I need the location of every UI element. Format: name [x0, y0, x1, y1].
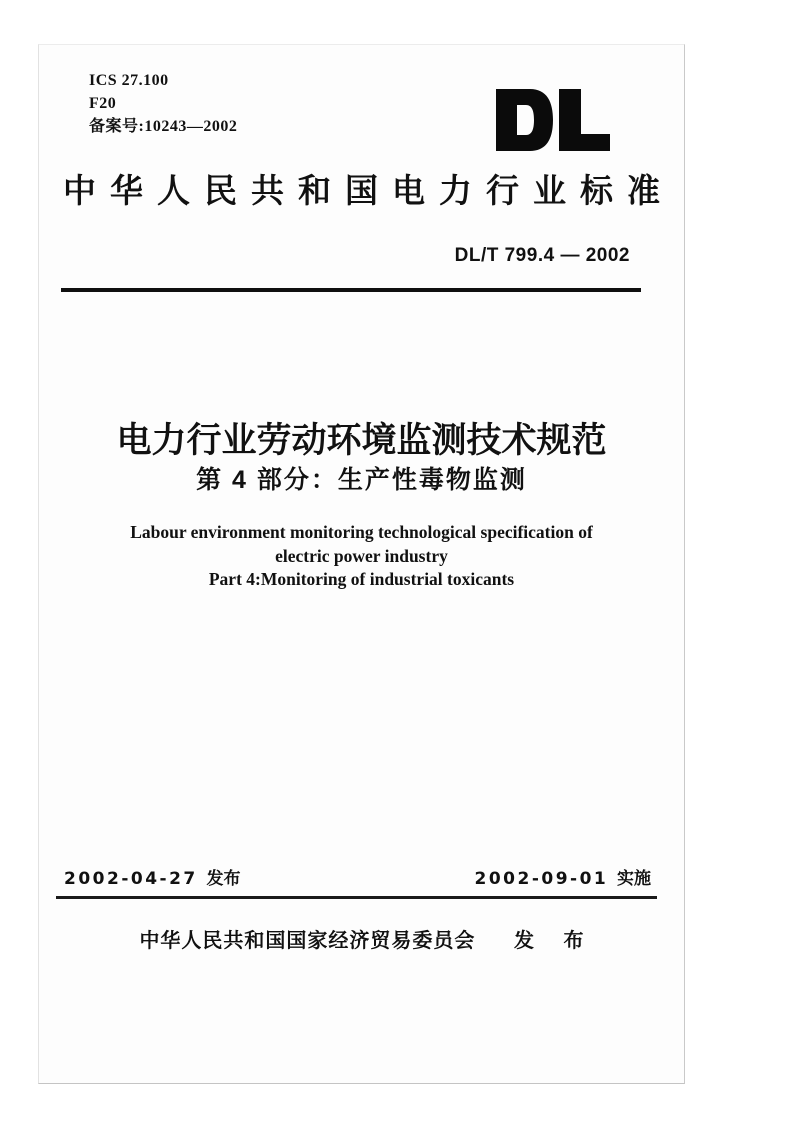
- document-subtitle-cn: 第 4 部分：生产性毒物监测: [196, 466, 527, 494]
- meta-block: [89, 69, 237, 138]
- implement-label: 实施: [617, 869, 651, 888]
- document-title-cn: 电力行业劳动环境监测技术规范: [116, 421, 607, 460]
- dl-logo-text: [496, 151, 497, 152]
- standard-type-title-text: 中华人民共和国电力行业标准: [63, 172, 674, 209]
- publisher-name: 中华人民共和国国家经济贸易委员会: [139, 930, 476, 952]
- standard-number: DL/T 799.4 — 2002: [454, 245, 630, 266]
- record-number: 备案号:10243—2002: [89, 118, 238, 135]
- publish-label: 发 布: [514, 930, 596, 952]
- publisher-row: [39, 927, 684, 955]
- footer-rule: [56, 896, 657, 899]
- issue-date-group: [64, 865, 240, 893]
- title-en-line-3: Part 4:Monitoring of industrial toxicants: [208, 569, 515, 589]
- ics-code: ICS 27.100: [89, 72, 169, 89]
- date-row: [39, 865, 684, 893]
- implement-date: 2002-09-01: [474, 869, 609, 889]
- issue-label: 发布: [206, 869, 241, 888]
- dl-logo: [496, 89, 610, 151]
- document-title-en: [39, 521, 684, 592]
- header-rule: [61, 288, 641, 292]
- category-code: F20: [89, 95, 117, 112]
- dl-logo-glyphs: [496, 89, 610, 151]
- title-en-line-1: Labour environment monitoring technological specification of: [130, 522, 593, 542]
- standard-cover-page: [38, 44, 685, 1084]
- standard-type-title: [39, 171, 684, 211]
- issue-date: 2002-04-27: [64, 869, 198, 889]
- implement-date-group: [475, 865, 651, 893]
- title-en-line-2: electric power industry: [275, 545, 448, 566]
